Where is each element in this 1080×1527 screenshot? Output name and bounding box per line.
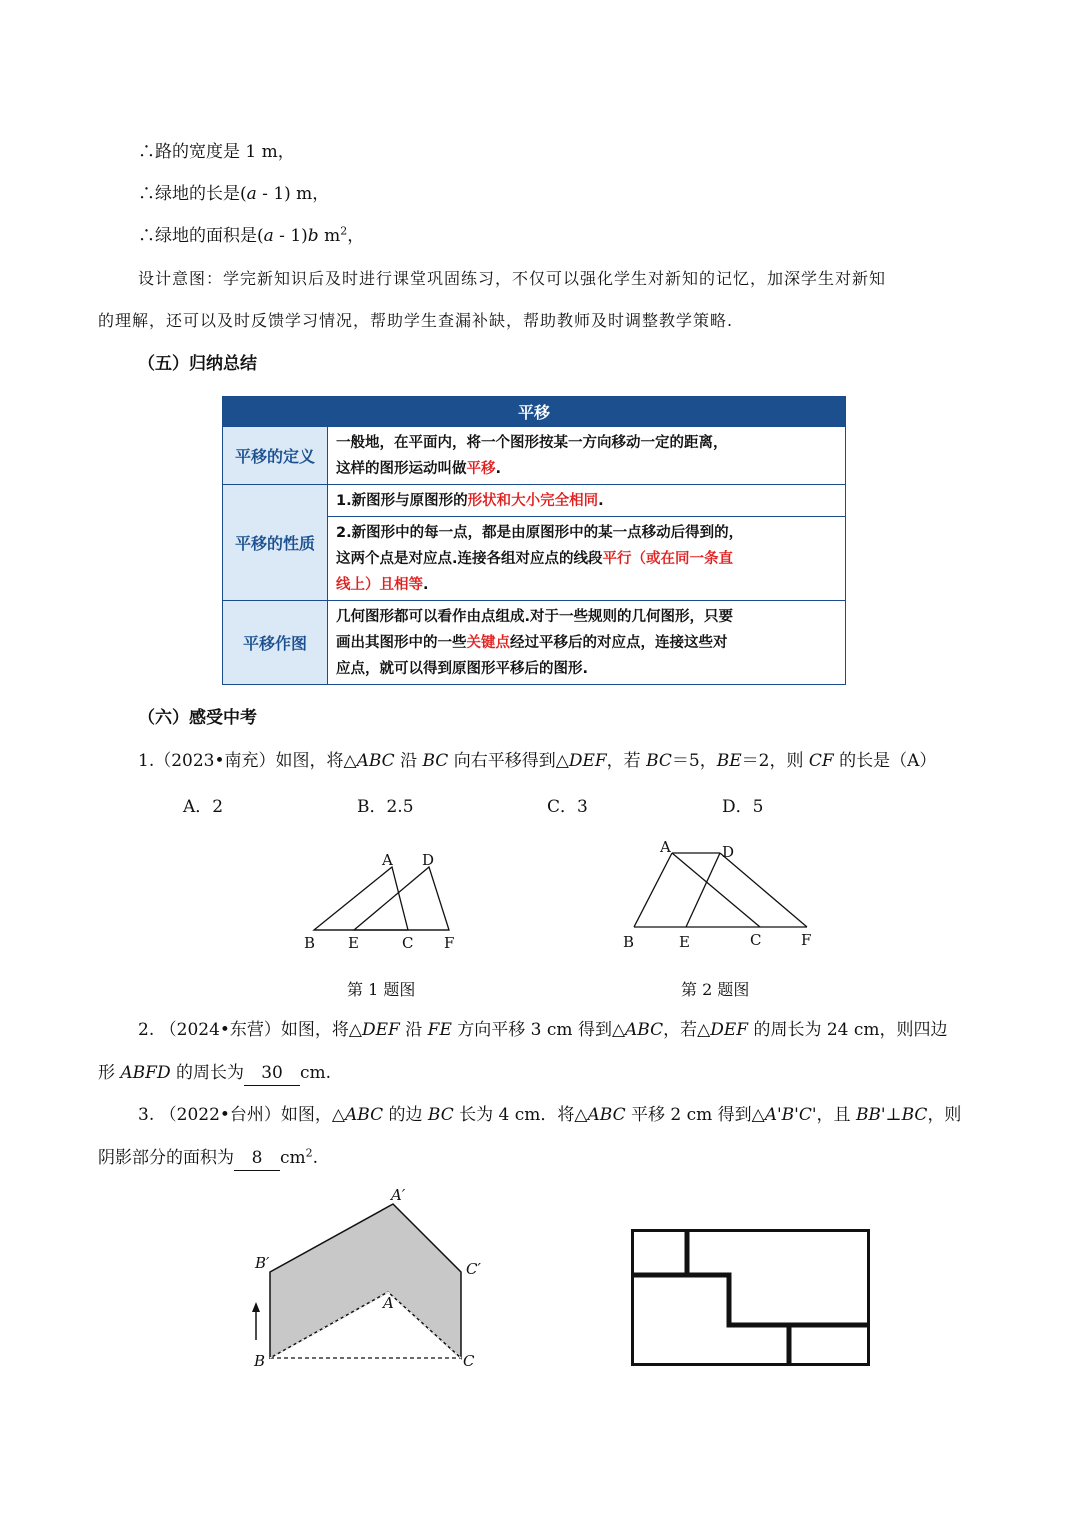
fig1-label-b: B [304,934,316,952]
triangle-abc [314,867,408,930]
fig3-label-b-prime: B′ [255,1254,270,1272]
intro-line-1: ∴路的宽度是 1 m， [138,142,295,162]
intro-line-2: ∴绿地的长是(a - 1) m， [138,184,330,204]
fig3-label-c-prime: C′ [466,1260,481,1278]
shaded-region [270,1204,461,1358]
fig2-label-a: A [660,838,671,856]
figure-2-caption: 第 2 题图 [681,980,750,999]
design-intent-line-1: 设计意图：学完新知识后及时进行课堂巩固练习，不仅可以强化学生对新知的记忆，加深学生对新知 [138,269,887,288]
fig2-label-b: B [623,933,635,951]
fig3-label-c: C [463,1352,475,1370]
row-definition-label: 平移的定义 [223,427,328,485]
fig1-label-d: D [422,851,435,869]
up-arrow-icon [252,1302,260,1340]
fig3-label-a: A [383,1294,394,1312]
fig2-label-d: D [722,843,735,861]
fig1-label-c: C [402,934,414,952]
option-d: D．5 [722,797,764,817]
fig2-label-f: F [801,931,812,949]
question-2-line-2: 形 ABFD 的周长为 30 cm. [98,1061,331,1086]
section-6-title: （六）感受中考 [138,708,257,728]
design-intent-line-2: 的理解，还可以及时反馈学习情况，帮助学生查漏补缺，帮助教师及时调整教学策略. [98,311,734,330]
option-a: A．2 [183,797,224,817]
fig3-label-b: B [254,1352,266,1370]
row-construction-label: 平移作图 [223,601,328,685]
section-5-title: （五）归纳总结 [138,354,257,374]
fig1-label-e: E [348,934,359,952]
question-3-answer: 8 [234,1146,280,1171]
row-properties-point-2: 2.新图形中的每一点，都是由原图形中的某一点移动后得到的， 这两个点是对应点.连接各组对应点的线段平行（或在同一条直 线上）且相等. [328,517,846,601]
fig3-label-a-prime: A′ [391,1186,406,1204]
question-2-answer: 30 [244,1061,300,1086]
option-c: C．3 [547,797,588,817]
row-properties-label: 平移的性质 [223,485,328,601]
question-1-text: 1.（2023•南充）如图，将△ABC 沿 BC 向右平移得到△DEF，若 BC＝5，BE＝2，则 CF 的长是（A） [138,751,937,771]
figure-4 [631,1229,871,1369]
fig1-label-a: A [382,851,393,869]
figure-1-caption: 第 1 题图 [347,980,416,999]
figure-2 [620,835,820,955]
table-header: 平移 [223,397,846,427]
figure-1 [300,845,470,955]
row-definition-text: 一般地，在平面内，将一个图形按某一方向移动一定的距离， 这样的图形运动叫做平移. [328,427,846,485]
fig1-label-f: F [444,934,455,952]
figure-3 [245,1180,505,1380]
option-b: B．2.5 [357,797,414,817]
row-properties-point-1: 1.新图形与原图形的形状和大小完全相同. [328,485,846,517]
fig2-label-c: C [750,931,762,949]
question-3-line-1: 3. （2022•台州）如图，△ABC 的边 BC 长为 4 cm．将△ABC 平移 2 cm 得到△A'B'C'，且 BB'⊥BC，则 [138,1105,962,1125]
fig2-label-e: E [679,933,690,951]
triangle-def [354,867,449,930]
row-construction-text: 几何图形都可以看作由点组成.对于一些规则的几何图形，只要 画出其图形中的一些关键点经过平移后的对应点，连接这些对 应点，就可以得到原图形平移后的图形. [328,601,846,685]
summary-table [222,396,846,685]
intro-line-3: ∴绿地的面积是(a - 1)b $m^2$， [138,224,365,246]
question-2-line-1: 2. （2024•东营）如图，将△DEF 沿 FE 方向平移 3 cm 得到△ABC，若△DEF 的周长为 24 cm，则四边 [138,1020,948,1040]
question-3-line-2: 阴影部分的面积为 8 $cm^2$. [98,1146,318,1171]
